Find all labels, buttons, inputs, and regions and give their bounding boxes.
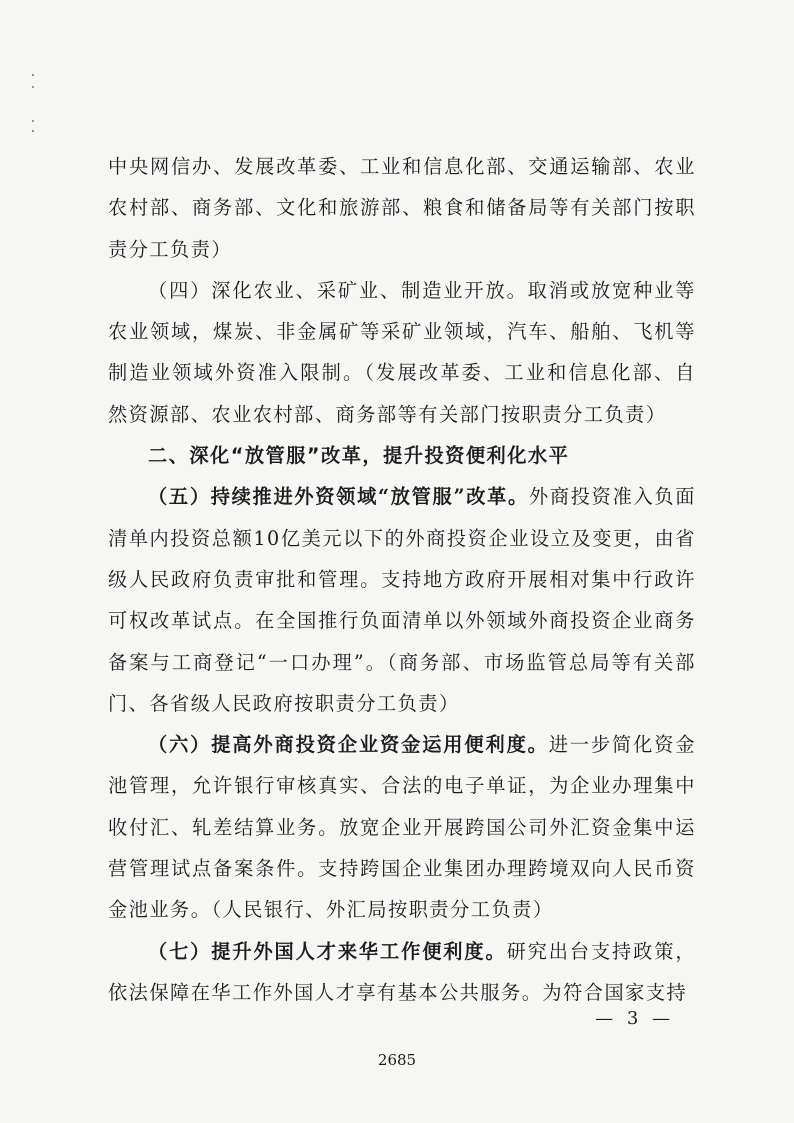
paragraph-text: 外商投资准入负面清单内投资总额10亿美元以下的外商投资企业设立及变更，由省级人民政府负责审批和管理。支持地方政府开展相对集中行政许可权改革试点。在全国推行负面清单以外领域外商投资企业商务备案与工商登记“一口办理”。（商务部、市场监管总局等有关部门、各省级人民政府按职责分工负责） [108, 485, 696, 715]
paragraph-text: 研究出台支持政策，依法保障在华工作外国人才享有基本公共服务。为符合国家支持 [108, 939, 697, 1004]
paragraph-item-5 [108, 476, 696, 724]
paragraph-text: 进一步简化资金池管理，允许银行审核真实、合法的电子单证，为企业办理集中收付汇、轧差结算业务。放宽企业开展跨国公司外汇资金集中运营管理试点备案条件。支持跨国企业集团办理跨境双向人民币资金池业务。（人民银行、外汇局按职责分工负责） [108, 733, 697, 922]
paragraph-text: （四）深化农业、采矿业、制造业开放。取消或放宽种业等农业领域，煤炭、非金属矿等采矿业领域，汽车、船舶、飞机等制造业领域外资准入限制。（发展改革委、工业和信息化部、自然资源部、农业农村部、商务部等有关部门按职责分工负责） [108, 278, 696, 426]
document-body [108, 146, 696, 1013]
section-heading-2: 二、深化“放管服”改革，提升投资便利化水平 [148, 444, 570, 468]
footer-serial-number: 2685 [377, 1051, 417, 1069]
binding-marks [30, 74, 36, 134]
paragraph-text: 中央网信办、发展改革委、工业和信息化部、交通运输部、农业农村部、商务部、文化和旅游部、粮食和储备局等有关部门按职责分工负责） [108, 155, 696, 261]
paragraph-item-4 [108, 270, 696, 435]
paragraph-lead: （六）提高外商投资企业资金运用便利度。 [148, 733, 549, 757]
paragraph-lead: （五）持续推进外资领域“放管服”改革。 [148, 485, 529, 509]
paragraph-item-7 [108, 931, 696, 1014]
page-number: — 3 — [595, 1008, 674, 1029]
paragraph-continuation [108, 146, 696, 270]
paragraph-item-6 [108, 724, 696, 930]
paragraph-lead: （七）提升外国人才来华工作便利度。 [148, 939, 507, 963]
